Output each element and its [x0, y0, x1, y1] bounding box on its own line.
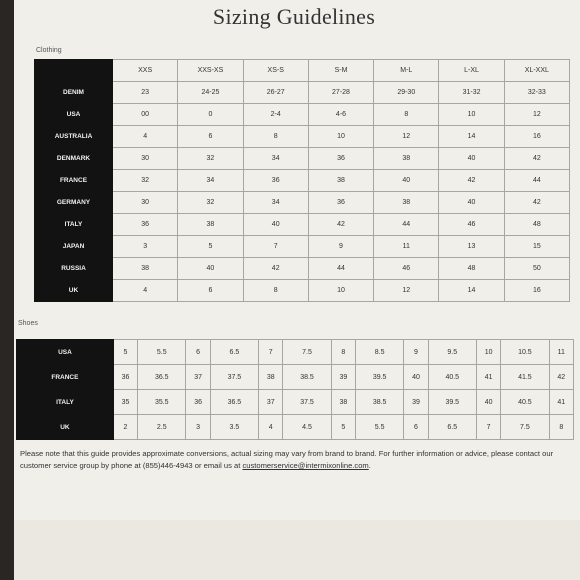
shoes-cell: 4	[259, 415, 283, 440]
clothing-cell: 31-32	[439, 82, 504, 104]
shoes-row-label: FRANCE	[17, 365, 114, 390]
shoes-cell: 37	[259, 390, 283, 415]
clothing-cell: 00	[113, 104, 178, 126]
clothing-cell: 36	[113, 214, 178, 236]
shoes-cell: 41	[476, 365, 500, 390]
shoes-row-label: USA	[17, 340, 114, 365]
clothing-cell: 42	[504, 192, 569, 214]
shoes-cell: 35	[113, 390, 137, 415]
shoes-cell: 39.5	[355, 365, 403, 390]
clothing-cell: 16	[504, 126, 569, 148]
clothing-cell: 4	[113, 280, 178, 302]
shoes-cell: 7	[476, 415, 500, 440]
shoes-cell: 5.5	[138, 340, 186, 365]
shoes-cell: 39.5	[428, 390, 476, 415]
clothing-cell: 40	[439, 148, 504, 170]
clothing-size-header: L-XL	[439, 60, 504, 82]
clothing-row-label: DENMARK	[35, 148, 113, 170]
shoes-cell: 3	[186, 415, 210, 440]
shoes-cell: 39	[404, 390, 428, 415]
clothing-cell: 4-6	[308, 104, 373, 126]
clothing-cell: 36	[243, 170, 308, 192]
clothing-cell: 50	[504, 258, 569, 280]
clothing-cell: 8	[374, 104, 439, 126]
clothing-cell: 23	[113, 82, 178, 104]
shoes-cell: 40	[404, 365, 428, 390]
shoes-cell: 10	[476, 340, 500, 365]
shoes-cell: 38	[259, 365, 283, 390]
clothing-row	[35, 236, 570, 258]
clothing-cell: 38	[113, 258, 178, 280]
sheet-lower-area	[14, 520, 580, 580]
shoes-cell: 37	[186, 365, 210, 390]
clothing-cell: 12	[504, 104, 569, 126]
clothing-size-header: XXS-XS	[178, 60, 243, 82]
shoes-cell: 37.5	[283, 390, 331, 415]
shoes-cell: 40.5	[428, 365, 476, 390]
shoes-cell: 35.5	[138, 390, 186, 415]
shoes-cell: 5	[331, 415, 355, 440]
shoes-cell: 11	[549, 340, 573, 365]
clothing-cell: 36	[308, 148, 373, 170]
shoes-cell: 2.5	[138, 415, 186, 440]
clothing-row-label: AUSTRALIA	[35, 126, 113, 148]
clothing-cell: 6	[178, 280, 243, 302]
clothing-cell: 40	[374, 170, 439, 192]
clothing-cell: 48	[504, 214, 569, 236]
clothing-cell: 48	[439, 258, 504, 280]
shoes-row-label: ITALY	[17, 390, 114, 415]
clothing-cell: 46	[374, 258, 439, 280]
shoes-cell: 8	[549, 415, 573, 440]
shoes-cell: 38.5	[355, 390, 403, 415]
clothing-cell: 40	[439, 192, 504, 214]
clothing-size-header: XS-S	[243, 60, 308, 82]
clothing-cell: 32	[113, 170, 178, 192]
shoes-cell: 36.5	[210, 390, 258, 415]
shoes-cell: 40.5	[501, 390, 549, 415]
shoes-cell: 7.5	[501, 415, 549, 440]
clothing-row-label: JAPAN	[35, 236, 113, 258]
shoes-cell: 41.5	[501, 365, 549, 390]
shoes-cell: 3.5	[210, 415, 258, 440]
shoes-cell: 8.5	[355, 340, 403, 365]
clothing-cell: 15	[504, 236, 569, 258]
clothing-cell: 42	[243, 258, 308, 280]
shoes-cell: 6	[404, 415, 428, 440]
clothing-cell: 32	[178, 148, 243, 170]
clothing-cell: 38	[308, 170, 373, 192]
shoes-row	[17, 415, 574, 440]
shoes-cell: 6	[186, 340, 210, 365]
clothing-cell: 10	[308, 126, 373, 148]
clothing-cell: 30	[113, 192, 178, 214]
clothing-cell: 13	[439, 236, 504, 258]
shoes-cell: 6.5	[428, 415, 476, 440]
clothing-cell: 14	[439, 126, 504, 148]
shoes-cell: 5.5	[355, 415, 403, 440]
shoes-cell: 2	[113, 415, 137, 440]
clothing-row	[35, 170, 570, 192]
clothing-row-label: UK	[35, 280, 113, 302]
clothing-cell: 27-28	[308, 82, 373, 104]
shoes-cell: 39	[331, 365, 355, 390]
clothing-cell: 34	[178, 170, 243, 192]
shoes-row	[17, 365, 574, 390]
clothing-cell: 9	[308, 236, 373, 258]
clothing-cell: 10	[308, 280, 373, 302]
shoes-row-label: UK	[17, 415, 114, 440]
size-guide-sheet	[14, 0, 580, 580]
clothing-row-label: GERMANY	[35, 192, 113, 214]
shoes-cell: 10.5	[501, 340, 549, 365]
shoes-cell: 38	[331, 390, 355, 415]
shoes-row	[17, 340, 574, 365]
shoes-cell: 5	[113, 340, 137, 365]
shoes-cell: 4.5	[283, 415, 331, 440]
clothing-cell: 8	[243, 126, 308, 148]
shoes-cell: 7.5	[283, 340, 331, 365]
shoes-cell: 41	[549, 390, 573, 415]
clothing-cell: 42	[504, 148, 569, 170]
clothing-cell: 24-25	[178, 82, 243, 104]
clothing-cell: 32-33	[504, 82, 569, 104]
clothing-cell: 40	[243, 214, 308, 236]
shoes-cell: 40	[476, 390, 500, 415]
page-title: Sizing Guidelines	[212, 4, 376, 29]
shoes-cell: 36	[186, 390, 210, 415]
clothing-cell: 44	[374, 214, 439, 236]
clothing-size-header: M-L	[374, 60, 439, 82]
clothing-cell: 10	[439, 104, 504, 126]
note-text: Please note that this guide provides approximate conversions, actual sizing may vary from brand to brand. For further information or advice, please contact our customer service group by phone at (855)446-4943 or email us at	[20, 449, 554, 470]
shoes-cell: 6.5	[210, 340, 258, 365]
clothing-cell: 30	[113, 148, 178, 170]
clothing-cell: 46	[439, 214, 504, 236]
clothing-cell: 5	[178, 236, 243, 258]
clothing-row-label: USA	[35, 104, 113, 126]
clothing-cell: 38	[374, 148, 439, 170]
clothing-row	[35, 104, 570, 126]
clothing-cell: 29-30	[374, 82, 439, 104]
clothing-size-header: S-M	[308, 60, 373, 82]
shoes-cell: 7	[259, 340, 283, 365]
clothing-header-row	[35, 60, 570, 82]
clothing-cell: 32	[178, 192, 243, 214]
shoes-cell: 38.5	[283, 365, 331, 390]
clothing-row-label: ITALY	[35, 214, 113, 236]
clothing-cell: 44	[504, 170, 569, 192]
clothing-cell: 12	[374, 126, 439, 148]
clothing-cell: 2-4	[243, 104, 308, 126]
clothing-size-header: XXS	[113, 60, 178, 82]
clothing-size-header: XL-XXL	[504, 60, 569, 82]
clothing-cell: 6	[178, 126, 243, 148]
clothing-cell: 7	[243, 236, 308, 258]
shoes-cell: 9.5	[428, 340, 476, 365]
shoes-section-label: Shoes	[18, 320, 38, 327]
shoes-cell: 9	[404, 340, 428, 365]
clothing-cell: 4	[113, 126, 178, 148]
shoes-cell: 8	[331, 340, 355, 365]
disclaimer-note	[20, 448, 576, 471]
shoes-row	[17, 390, 574, 415]
clothing-section-label: Clothing	[36, 47, 62, 54]
clothing-cell: 36	[308, 192, 373, 214]
note-suffix: .	[368, 460, 371, 470]
clothing-cell: 38	[178, 214, 243, 236]
clothing-cell: 16	[504, 280, 569, 302]
shoes-cell: 42	[549, 365, 573, 390]
clothing-row	[35, 82, 570, 104]
clothing-row-label: RUSSIA	[35, 258, 113, 280]
clothing-cell: 26-27	[243, 82, 308, 104]
clothing-corner-cell	[35, 60, 113, 82]
clothing-row	[35, 214, 570, 236]
clothing-row-label: FRANCE	[35, 170, 113, 192]
clothing-row	[35, 258, 570, 280]
clothing-cell: 3	[113, 236, 178, 258]
shoes-cell: 36.5	[138, 365, 186, 390]
customer-service-email: customerservice@intermixonline.com	[242, 460, 369, 470]
clothing-cell: 34	[243, 192, 308, 214]
clothing-row	[35, 192, 570, 214]
clothing-cell: 40	[178, 258, 243, 280]
clothing-row	[35, 280, 570, 302]
clothing-cell: 42	[439, 170, 504, 192]
clothing-cell: 8	[243, 280, 308, 302]
clothing-cell: 34	[243, 148, 308, 170]
clothing-cell: 44	[308, 258, 373, 280]
shoes-cell: 37.5	[210, 365, 258, 390]
clothing-cell: 0	[178, 104, 243, 126]
clothing-row	[35, 148, 570, 170]
clothing-row-label: DENIM	[35, 82, 113, 104]
clothing-cell: 38	[374, 192, 439, 214]
clothing-cell: 12	[374, 280, 439, 302]
clothing-row	[35, 126, 570, 148]
clothing-cell: 14	[439, 280, 504, 302]
clothing-cell: 11	[374, 236, 439, 258]
shoes-cell: 36	[113, 365, 137, 390]
shoes-size-table	[16, 339, 574, 440]
clothing-cell: 42	[308, 214, 373, 236]
clothing-size-table	[34, 59, 570, 302]
